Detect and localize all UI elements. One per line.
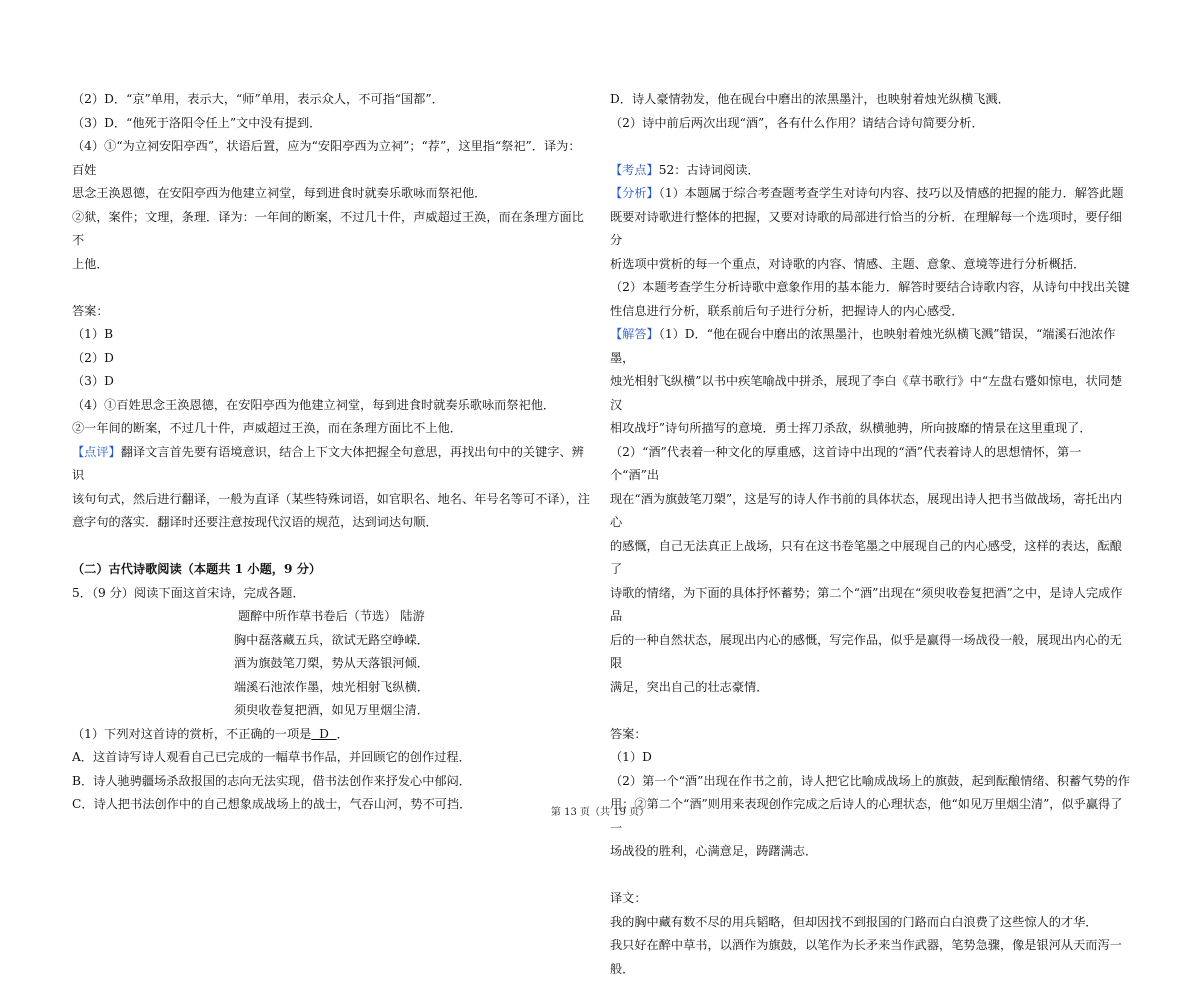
fenxi-line: 析选项中赏析的每一个重点，对诗歌的内容、情感、主题、意象、意境等进行分析概括． — [610, 256, 1086, 271]
answer-line: （2）第一个“酒”出现在作书之前，诗人把它比喻成战场上的旗鼓，起到酝酿情绪、积蓄气势的作 — [610, 773, 1130, 788]
poem-line: 胸中磊落藏五兵，欲试无路空峥嵘． — [234, 632, 429, 647]
fenxi-text: （1）本题属于综合考查题考查学生对诗句内容、技巧以及情感的把握的能力．解答此题 — [658, 186, 1124, 200]
jieda-line: （2）“酒”代表着一种文化的厚重感，这首诗中出现的“酒”代表着诗人的思想情怀，第一个“酒”出 — [610, 444, 1082, 482]
answer-blank: D — [311, 726, 337, 741]
kaodian-tag: 【考点】 — [610, 162, 659, 177]
sub-question-end: ． — [336, 726, 349, 741]
jieda-line: 后的一种自然状态，展现出内心的感慨，写完作品，似乎是赢得一场战役一般，展现出内心的无限 — [610, 632, 1122, 670]
jieda-line: 现在“酒为旗鼓笔刀槊”，这是写的诗人作书前的具体状态，展现出诗人把书当做战场，寄托出内心 — [610, 491, 1123, 529]
text-line: （3）D．“他死于洛阳令任上”文中没有提到． — [72, 115, 322, 130]
right-column — [610, 88, 1130, 981]
answer-label: 答案： — [610, 726, 647, 741]
comment-tag: 【点评】 — [72, 444, 121, 459]
kaodian-text: 52：古诗词阅读． — [658, 162, 760, 177]
jieda-line: 烛光相射飞纵横”以书中疾笔喻战中拼杀，展现了李白《草书歌行》中“左盘右蹙如惊电，状同楚汉 — [610, 374, 1123, 412]
option-a: A．这首诗写诗人观看自己已完成的一幅草书作品，并回顾它的创作过程． — [72, 750, 471, 764]
jieda-line: 相攻战圩”诗句所描写的意境．勇士挥刀杀敌，纵横驰骋，所向披靡的情景在这里重现了． — [610, 421, 1092, 435]
answer-line: 用；②第二个“酒”则用来表现创作完成之后诗人的心理状态，他“如见万里烟尘清”，似乎赢得了一 — [610, 797, 1123, 835]
fenxi-line — [610, 182, 1130, 206]
text-line: 上他． — [72, 256, 109, 271]
fenxi-line: 既要对诗歌进行整体的把握，又要对诗歌的局部进行恰当的分析．在理解每一个选项时，要仔细分 — [610, 209, 1122, 247]
answer-label: 答案： — [72, 303, 109, 318]
jieda-line: 满足，突出自己的壮志豪情． — [610, 679, 769, 694]
jieda-text: （1）D．“他在砚台中磨出的浓黑墨汁，也映射着烛光纵横飞溅”错误，“端溪石池浓作墨， — [610, 327, 1116, 365]
comment-line — [72, 441, 592, 488]
answer-line: （3）D — [72, 374, 114, 388]
spacer — [610, 864, 1130, 888]
sub-question-text: （1）下列对这首诗的赏析，不正确的一项是 — [72, 726, 312, 741]
answer-line: （1）D — [610, 750, 652, 764]
spacer — [72, 535, 592, 559]
poem-line: 端溪石池浓作墨，烛光相射飞纵横． — [234, 679, 429, 694]
fenxi-line: 性信息进行分析，联系前后句子进行分析，把握诗人的内心感受． — [610, 303, 964, 318]
comment-line: 该句句式，然后进行翻译，一般为直译（某些特殊词语，如官职名、地名、年号名等可不译），注 — [72, 491, 590, 506]
comment-line: 意字句的落实．翻译时还要注意按现代汉语的规范，达到词达句顺． — [72, 515, 438, 529]
jieda-line — [610, 323, 1130, 370]
option-d: D．诗人豪情勃发，他在砚台中磨出的浓黑墨汁，也映射着烛光纵横飞溅． — [610, 92, 1010, 106]
answer-line: 场战役的胜利，心满意足，踌躇满志． — [610, 844, 818, 858]
answer-line: ②一年间的断案，不过几十件，声威超过王涣，而在条理方面比不上他． — [72, 421, 462, 435]
section-title: （二）古代诗歌阅读（本题共 1 小题，9 分） — [72, 562, 322, 576]
comment-text: 翻译文言首先要有语境意识，结合上下文大体把握全句意思，再找出句中的关键字、辨识 — [72, 444, 584, 482]
spacer — [72, 276, 592, 300]
question-intro: 5．（9 分）阅读下面这首宋诗，完成各题． — [72, 585, 305, 600]
jieda-tag: 【解答】 — [610, 327, 659, 341]
answer-line: （1）B — [72, 327, 114, 341]
kaodian-line — [610, 159, 1130, 183]
translation-line: 我只好在醉中草书，以酒作为旗鼓，以笔作为长矛来当作武器，笔势急骤，像是银河从天而泻一般． — [610, 938, 1122, 976]
answer-line: （4）①百姓思念王涣恩德，在安阳亭西为他建立祠堂，每到进食时就奏乐歌咏而祭祀他． — [72, 397, 556, 412]
text-line: （2）D．“京”单用，表示大，“师”单用，表示众人，不可指“国都”． — [72, 92, 444, 106]
text-line: 思念王涣恩德，在安阳亭西为他建立祠堂，每到进食时就奏乐歌咏而祭祀他． — [72, 186, 487, 200]
jieda-line: 的感慨，自己无法真正上战场，只有在这书卷笔墨之中展现自己的内心感受，这样的表达，酝酿了 — [610, 538, 1122, 576]
option-c: C．诗人把书法创作中的自己想象成战场上的战士，气吞山河，势不可挡． — [72, 797, 472, 811]
sub-question-2: （2）诗中前后两次出现“酒”，各有什么作用？请结合诗句简要分析． — [610, 115, 984, 130]
sub-question-1 — [72, 723, 592, 747]
poem-title: 题醉中所作草书卷后（节选） 陆游 — [238, 609, 425, 623]
poem-line: 须臾收卷复把酒，如见万里烟尘清． — [234, 703, 429, 717]
spacer — [610, 699, 1130, 723]
option-b: B．诗人驰骋疆场杀敌报国的志向无法实现，借书法创作来抒发心中郁闷． — [72, 773, 471, 788]
left-column — [72, 88, 592, 817]
answer-line: （2）D — [72, 350, 114, 365]
fenxi-line: （2）本题考查学生分析诗歌中意象作用的基本能力．解答时要结合诗歌内容，从诗句中找出关键 — [610, 280, 1130, 294]
spacer — [610, 135, 1130, 159]
text-line: ②狱，案件；文理，条理．译为：一年间的断案，不过几十件，声威超过王涣，而在条理方面比不 — [72, 209, 584, 247]
text-line: （4）①“为立祠安阳亭西”，状语后置，应为“安阳亭西为立祠”；“荐”，这里指“祭祀”．译为：百姓 — [72, 139, 581, 177]
page-number: 第 13 页（共 19 页） — [550, 807, 650, 818]
poem-line: 酒为旗鼓笔刀槊，势从天落银河倾． — [234, 656, 429, 670]
jieda-line: 诗歌的情绪，为下面的具体抒怀蓄势；第二个“酒”出现在“须臾收卷复把酒”之中，是诗人完成作品 — [610, 585, 1123, 623]
translation-line: 我的胸中藏有数不尽的用兵韬略，但却因找不到报国的门路而白白浪费了这些惊人的才华． — [610, 914, 1098, 929]
fenxi-tag: 【分析】 — [610, 186, 659, 200]
translation-label: 译文： — [610, 891, 647, 905]
